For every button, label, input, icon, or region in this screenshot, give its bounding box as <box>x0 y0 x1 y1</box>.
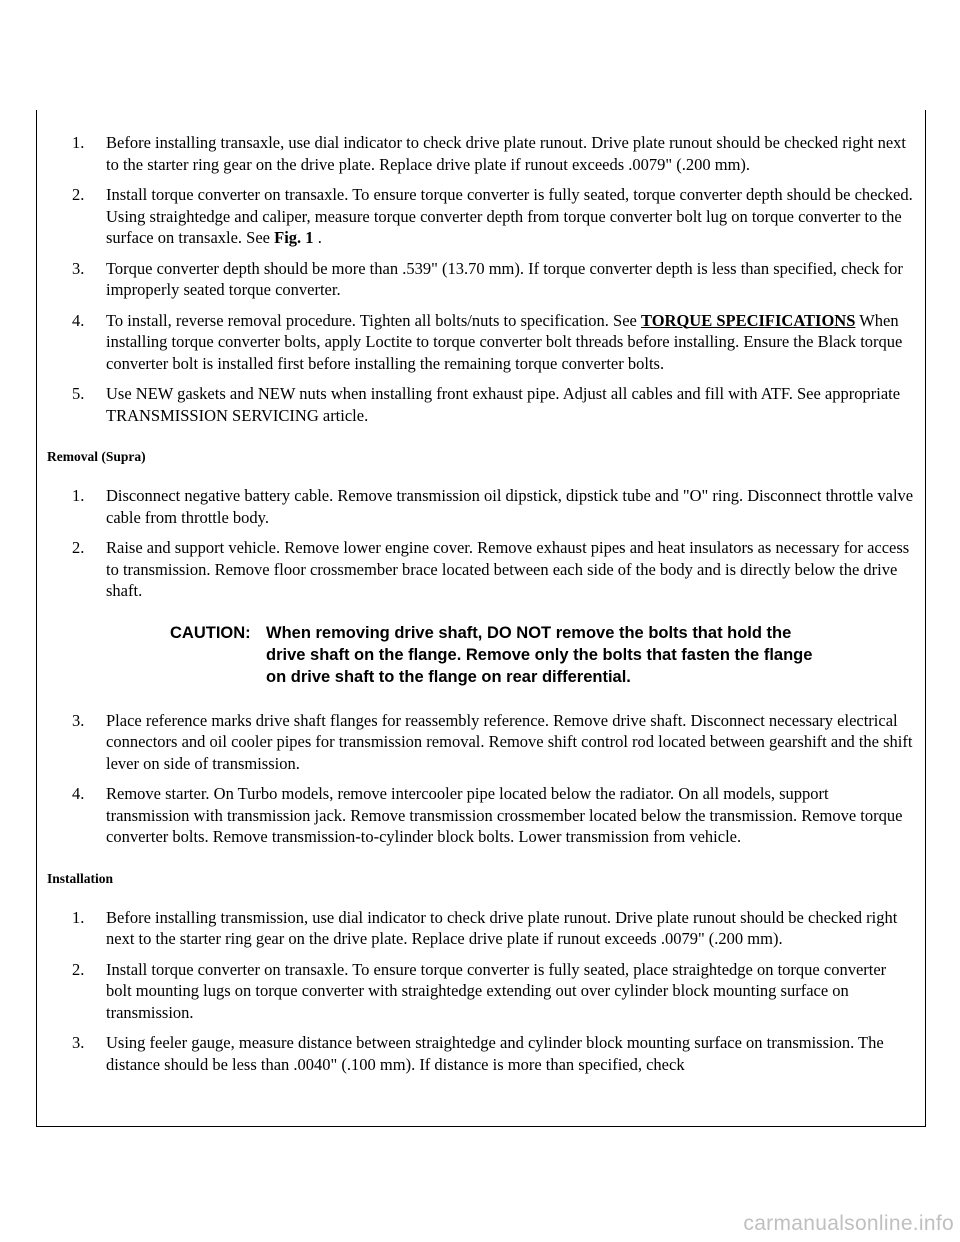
list-item <box>47 184 915 249</box>
step-number: 4. <box>72 310 85 330</box>
step-list-transaxle <box>47 132 915 426</box>
step-number: 2. <box>72 538 85 557</box>
step-text: Remove starter. On Turbo models, remove intercooler pipe located below the radiator. On all models, support transmission with transmission jack. Remove transmission crossmember located below the transmission. Remove torque converter bolts. Remove transmission-to-cylinder block bolts. Lower transmission from vehicle. <box>106 784 903 846</box>
step-number: 1. <box>72 133 85 152</box>
step-number: 3. <box>72 1033 85 1052</box>
list-item <box>47 710 915 775</box>
step-text: Place reference marks drive shaft flanges for reassembly reference. Remove drive shaft. Disconnect necessary electrical connectors and oil cooler pipes for transmission removal. Remove shift control rod located between gearshift and the shift lever on side of transmission. <box>106 710 913 773</box>
list-item <box>47 537 915 602</box>
list-item <box>47 383 915 426</box>
step-number: 3. <box>72 258 85 278</box>
step-number: 4. <box>72 784 85 803</box>
step-number: 1. <box>72 907 85 927</box>
list-item <box>47 132 915 175</box>
step-text: When installing torque converter bolts, apply Loctite to torque converter bolt threads before installing. Ensure the Black torque converter bolt is installed first before installing the remaining torque converter bolts. <box>106 310 903 373</box>
step-number: 2. <box>72 959 85 979</box>
step-text: Torque converter depth should be more than .539" (13.70 mm). If torque converter depth is less than specified, check for improperly seated torque converter. <box>106 258 903 299</box>
step-text: Install torque converter on transaxle. To ensure torque converter is fully seated, torque converter depth should be checked. Using straightedge and caliper, measure torque converter depth from torque converter bolt lug on torque converter to the surface on transaxle. See <box>106 185 913 247</box>
step-text: Raise and support vehicle. Remove lower engine cover. Remove exhaust pipes and heat insulators as necessary for access to transmission. Remove floor crossmember brace located between each side of the body and is directly below the drive shaft. <box>106 538 910 600</box>
list-item <box>47 258 915 301</box>
list-item <box>47 310 915 375</box>
document-page <box>36 110 926 1127</box>
step-number: 5. <box>72 384 85 403</box>
list-item <box>47 485 915 528</box>
section-heading-removal: Removal (Supra) <box>47 449 146 464</box>
list-item <box>47 907 915 950</box>
document-content[interactable] <box>47 132 915 1084</box>
step-number: 3. <box>72 710 85 730</box>
figure-reference: Fig. 1 <box>274 228 314 247</box>
caution-text: When removing drive shaft, DO NOT remove the bolts that hold the drive shaft on the flange. Remove only the bolts that fasten the flange on drive shaft to the flange on rear differential. <box>266 623 813 686</box>
step-text: . <box>313 228 322 247</box>
torque-specifications-link[interactable]: TORQUE SPECIFICATIONS <box>640 310 856 330</box>
step-list-installation <box>47 907 915 1076</box>
section-heading-installation: Installation <box>47 870 114 886</box>
step-text: Disconnect negative battery cable. Remove transmission oil dipstick, dipstick tube and "O" ring. Disconnect throttle valve cable from throttle body. <box>106 486 914 527</box>
step-text: Before installing transaxle, use dial indicator to check drive plate runout. Drive plate runout should be checked right next to the starter ring gear on the drive plate. Replace drive plate if runout exceeds .0079" (.200 mm). <box>106 133 907 174</box>
list-item <box>47 783 915 848</box>
step-text: Install torque converter on transaxle. To ensure torque converter is fully seated, place straightedge on torque converter bolt mounting lugs on torque converter with straightedge extending out over cylinder block mounting surface on transmission. <box>106 959 887 1022</box>
step-text: Before installing transmission, use dial indicator to check drive plate runout. Drive plate runout should be checked right next to the starter ring gear on the drive plate. Replace drive plate if runout exceeds .0079" (.200 mm). <box>106 907 898 948</box>
step-number: 1. <box>72 486 85 505</box>
step-text: Using feeler gauge, measure distance between straightedge and cylinder block mounting surface on transmission. The distance should be less than .0040" (.100 mm). If distance is more than specified, check <box>106 1033 884 1074</box>
step-list-removal-continued <box>47 710 915 848</box>
step-text: Use NEW gaskets and NEW nuts when installing front exhaust pipe. Adjust all cables and fill with ATF. See appropriate TRANSMISSION SERVICING article. <box>106 384 901 425</box>
step-list-removal <box>47 485 915 602</box>
list-item <box>47 959 915 1024</box>
site-watermark: carmanualsonline.info <box>743 1212 954 1235</box>
list-item <box>47 1032 915 1075</box>
caution-note <box>170 622 830 688</box>
step-number: 2. <box>72 185 85 204</box>
step-text: To install, reverse removal procedure. Tighten all bolts/nuts to specification. See <box>106 310 641 330</box>
caution-label: CAUTION: <box>170 623 251 642</box>
